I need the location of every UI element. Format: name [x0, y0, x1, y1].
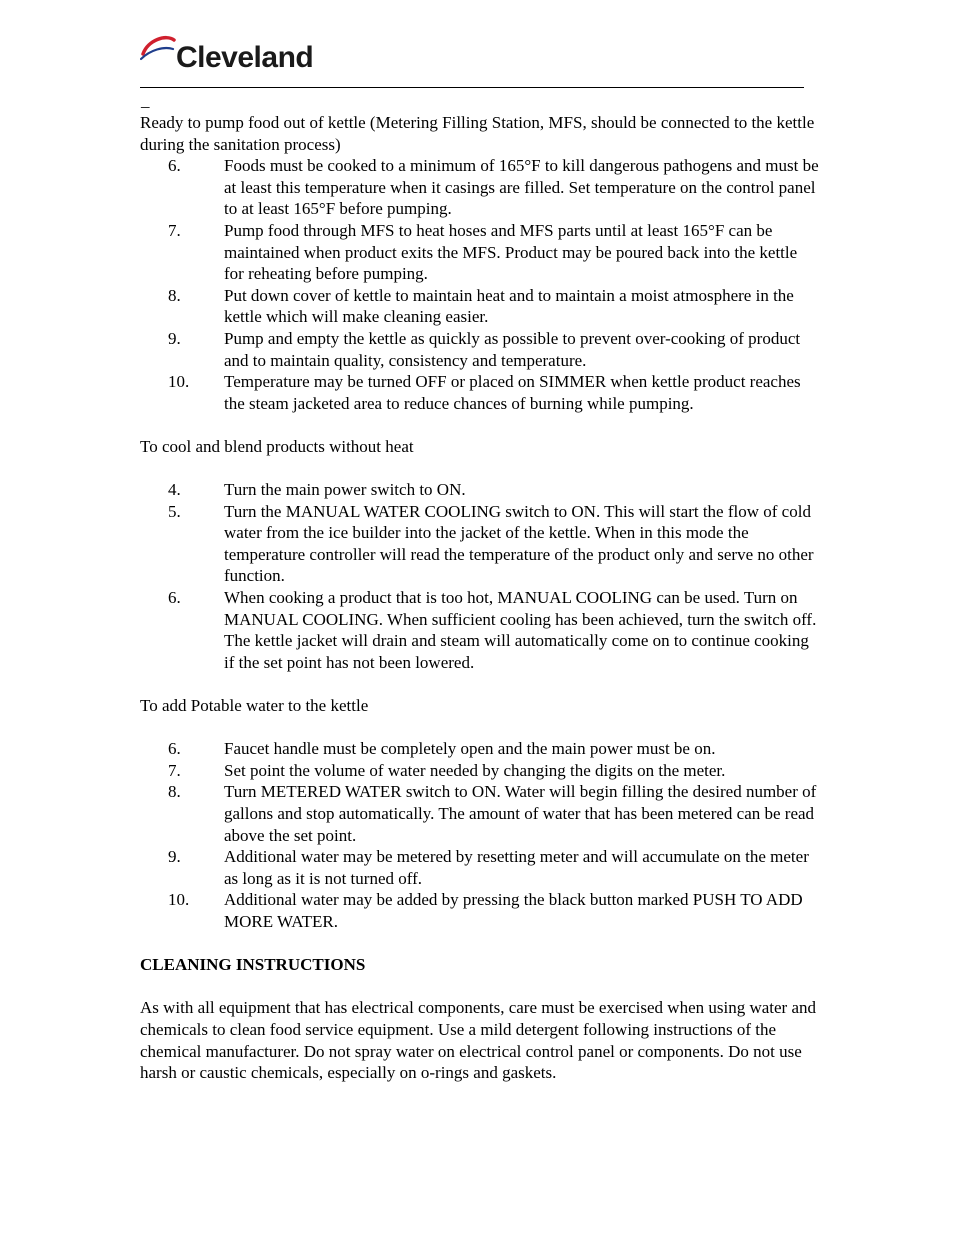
list-item-number: 10.: [168, 372, 190, 392]
list-item-number: 9.: [168, 328, 181, 348]
list-item: [140, 760, 820, 782]
cleveland-logo: [140, 32, 340, 76]
section-cool-blend-title: To cool and blend products without heat: [140, 436, 414, 456]
list-item-number: 6.: [168, 739, 181, 759]
list-item: [140, 371, 820, 414]
list-item-text: Turn the MANUAL WATER COOLING switch to ON. This will start the flow of cold water from the ice builder into the jacket of the kettle. When in this mode the temperature controller will read the temperature of the product only and serve no other function.: [224, 501, 814, 586]
cleaning-paragraph: As with all equipment that has electrical components, care must be exercised when using water and chemicals to clean food service equipment. Use a mild detergent following instructions of the chemical manufacturer. Do not spray water on electrical control panel or components. Do not use harsh or caustic chemicals, especially on o-rings and gaskets.: [140, 998, 816, 1083]
brand-name: Cleveland: [176, 41, 314, 74]
header-rule: [140, 87, 804, 88]
list-item: [140, 781, 820, 846]
list-item: [140, 155, 820, 220]
list-item: [140, 328, 820, 371]
list-item: [140, 285, 820, 328]
swoosh-icon: [140, 32, 180, 72]
list-item-text: Temperature may be turned OFF or placed on SIMMER when kettle product reaches the steam jacketed area to reduce chances of burning while pumping.: [224, 372, 801, 413]
list-item-text: Additional water may be metered by resetting meter and will accumulate on the meter as long as it is not turned off.: [224, 847, 809, 888]
list-item-text: Pump food through MFS to heat hoses and MFS parts until at least 165°F can be maintained when product exits the MFS. Product may be poured back into the kettle for reheating before pumping.: [224, 220, 798, 284]
intro-paragraph: Ready to pump food out of kettle (Metering Filling Station, MFS, should be connected to the kettle during the sanitation process): [140, 113, 815, 154]
cleaning-heading: CLEANING INSTRUCTIONS: [140, 955, 366, 975]
list-item-text: Pump and empty the kettle as quickly as possible to prevent over-cooking of product and to maintain quality, consistency and temperature.: [224, 328, 801, 370]
list-item: [140, 738, 820, 760]
list-item-text: Turn the main power switch to ON.: [224, 480, 466, 500]
list-item-number: 7.: [168, 220, 181, 240]
list-item-text: Faucet handle must be completely open and the main power must be on.: [224, 739, 716, 759]
list-item: [140, 587, 820, 673]
list-item-text: When cooking a product that is too hot, MANUAL COOLING can be used. Turn on MANUAL COOLING. When sufficient cooling has been achieved, turn the switch off. The kettle jacket will drain and steam will automatically come on to continue cooking if the set point has not been lowered.: [224, 588, 817, 672]
pumping-steps-list: [140, 155, 820, 414]
list-item: [140, 501, 820, 587]
list-item-text: Set point the volume of water needed by changing the digits on the meter.: [224, 760, 726, 780]
list-item-text: Foods must be cooked to a minimum of 165°F to kill dangerous pathogens and must be at least this temperature when it casings are filled. Set temperature on the control panel to at least 165°F before pumping.: [224, 156, 819, 219]
list-item-number: 6.: [168, 588, 181, 608]
list-item: [140, 846, 820, 889]
list-item-number: 8.: [168, 782, 181, 802]
list-item-number: 10.: [168, 890, 190, 910]
document-body: [140, 112, 820, 1084]
section-potable-water-title: To add Potable water to the kettle: [140, 696, 369, 716]
water-steps-list: [140, 738, 820, 932]
list-item: [140, 220, 820, 285]
header-rule-dash: _: [141, 91, 150, 110]
list-item: [140, 889, 820, 932]
list-item: [140, 479, 820, 501]
list-item-text: Additional water may be added by pressing the black button marked PUSH TO ADD MORE WATER.: [224, 890, 803, 931]
cooling-steps-list: [140, 479, 820, 673]
list-item-number: 8.: [168, 285, 181, 305]
list-item-number: 6.: [168, 156, 181, 176]
list-item-text: Put down cover of kettle to maintain heat and to maintain a moist atmosphere in the kettle which will make cleaning easier.: [224, 285, 794, 327]
list-item-number: 7.: [168, 760, 181, 780]
list-item-number: 9.: [168, 847, 181, 867]
list-item-text: Turn METERED WATER switch to ON. Water will begin filling the desired number of gallons and stop automatically. The amount of water that has been metered can be read above the set point.: [224, 782, 817, 845]
list-item-number: 4.: [168, 480, 181, 500]
list-item-number: 5.: [168, 501, 181, 521]
